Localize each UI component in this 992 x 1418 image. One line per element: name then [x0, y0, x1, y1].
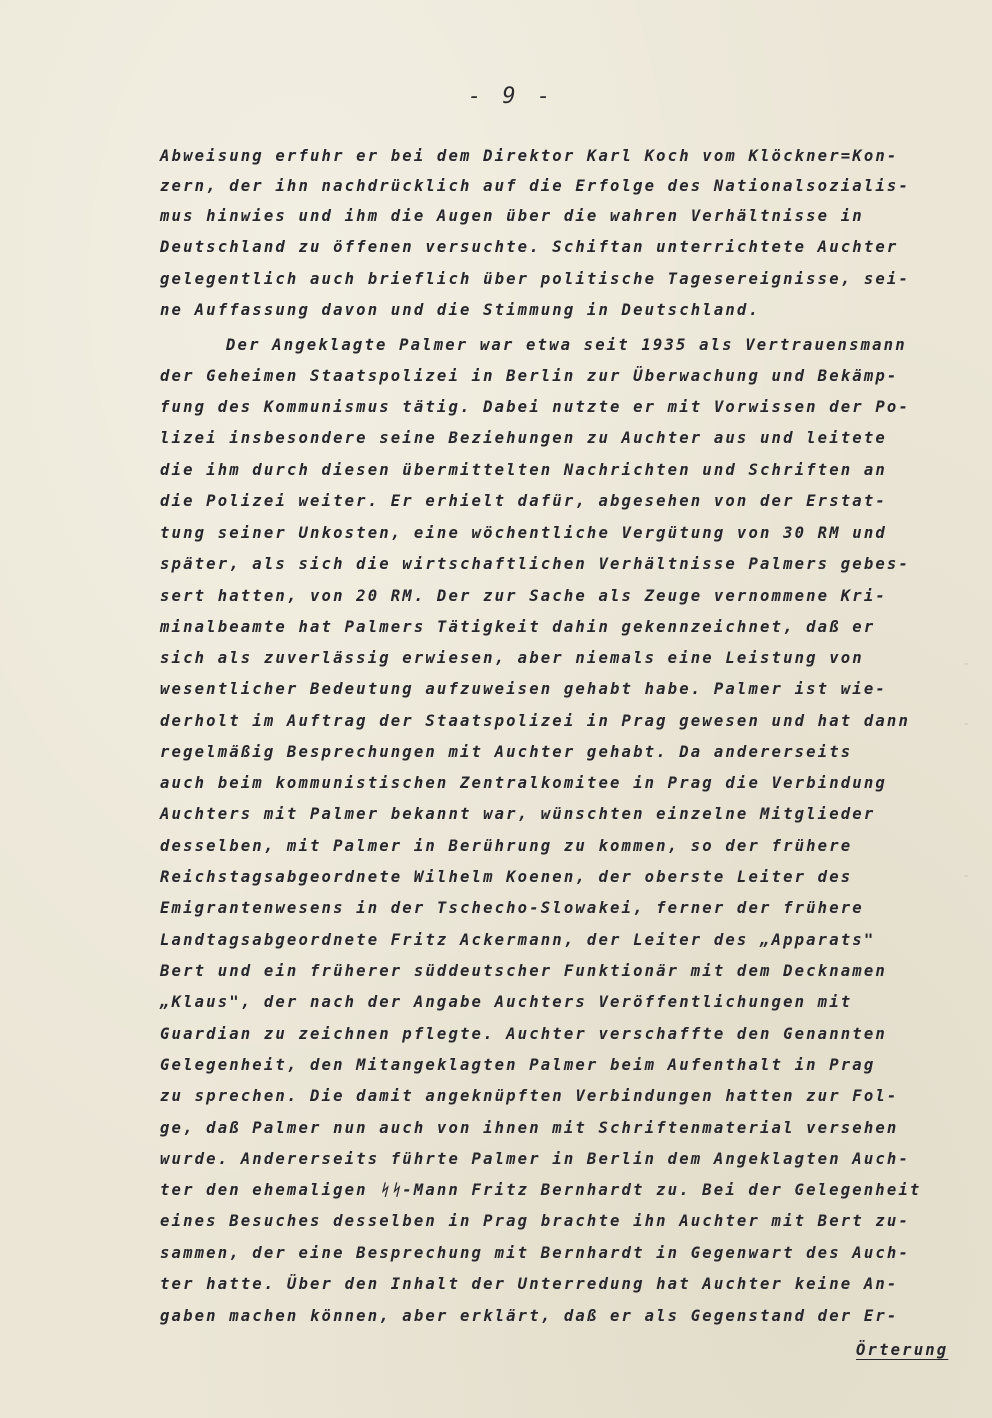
- text-line: sammen, der eine Besprechung mit Bernhardt in Gegenwart des Auch-: [160, 1244, 910, 1262]
- text-line: auch beim kommunistischen Zentralkomitee in Prag die Verbindung: [160, 774, 887, 792]
- text-line: gaben machen können, aber erklärt, daß er als Gegenstand der Er-: [160, 1307, 899, 1325]
- text-line: ge, daß Palmer nun auch von ihnen mit Schriftenmaterial versehen: [160, 1119, 899, 1137]
- catchword: Örterung: [856, 1341, 949, 1359]
- margin-dash: -: [962, 868, 971, 884]
- text-line: „Klaus", der nach der Angabe Auchters Veröffentlichungen mit: [160, 993, 853, 1011]
- text-line: zern, der ihn nachdrücklich auf die Erfolge des Nationalsozialis-: [160, 177, 910, 195]
- text-line: die ihm durch diesen übermittelten Nachrichten und Schriften an: [160, 461, 887, 479]
- text-line: Reichstagsabgeordnete Wilhelm Koenen, der oberste Leiter des: [160, 868, 853, 886]
- text-line: Auchters mit Palmer bekannt war, wünschten einzelne Mitglieder: [160, 805, 876, 823]
- text-line: Landtagsabgeordnete Fritz Ackermann, der Leiter des „Apparats": [160, 931, 876, 949]
- text-line: Abweisung erfuhr er bei dem Direktor Karl Koch vom Klöckner=Kon-: [160, 147, 899, 165]
- text-line: Bert und ein früherer süddeutscher Funktionär mit dem Decknamen: [160, 962, 887, 980]
- text-line: tung seiner Unkosten, eine wöchentliche Vergütung von 30 RM und: [160, 524, 887, 542]
- text-line: desselben, mit Palmer in Berührung zu kommen, so der frühere: [160, 837, 853, 855]
- text-line: regelmäßig Besprechungen mit Auchter gehabt. Da andererseits: [160, 743, 853, 761]
- text-line: später, als sich die wirtschaftlichen Verhältnisse Palmers gebes-: [160, 555, 910, 573]
- text-line: minalbeamte hat Palmers Tätigkeit dahin gekennzeichnet, daß er: [160, 618, 876, 636]
- text-line: ter hatte. Über den Inhalt der Unterredung hat Auchter keine An-: [160, 1275, 899, 1293]
- text-line: ter den ehemaligen ᛋᛋ-Mann Fritz Bernhardt zu. Bei der Gelegenheit: [160, 1181, 922, 1199]
- text-line: Gelegenheit, den Mitangeklagten Palmer beim Aufenthalt in Prag: [160, 1056, 876, 1074]
- text-line: ne Auffassung davon und die Stimmung in Deutschland.: [160, 301, 760, 319]
- text-line: sich als zuverlässig erwiesen, aber niemals eine Leistung von: [160, 649, 864, 667]
- text-line: Deutschland zu öffenen versuchte. Schiftan unterrichtete Auchter: [160, 238, 899, 256]
- text-line: wesentlicher Bedeutung aufzuweisen gehabt habe. Palmer ist wie-: [160, 680, 887, 698]
- text-line: gelegentlich auch brieflich über politische Tagesereignisse, sei-: [160, 270, 910, 288]
- text-line: Guardian zu zeichnen pflegte. Auchter verschaffte den Genannten: [160, 1025, 887, 1043]
- text-line: die Polizei weiter. Er erhielt dafür, abgesehen von der Erstat-: [160, 492, 887, 510]
- text-line: eines Besuches desselben in Prag brachte ihn Auchter mit Bert zu-: [160, 1212, 910, 1230]
- text-line: sert hatten, von 20 RM. Der zur Sache als Zeuge vernommene Kri-: [160, 587, 887, 605]
- text-line: lizei insbesondere seine Beziehungen zu Auchter aus und leitete: [160, 429, 887, 447]
- text-line: zu sprechen. Die damit angeknüpften Verbindungen hatten zur Fol-: [160, 1087, 899, 1105]
- margin-dash: -: [962, 656, 971, 672]
- text-line: fung des Kommunismus tätig. Dabei nutzte er mit Vorwissen der Po-: [160, 398, 910, 416]
- text-line: Der Angeklagte Palmer war etwa seit 1935 als Vertrauensmann: [226, 336, 907, 354]
- margin-dash: -: [962, 716, 971, 732]
- text-line: der Geheimen Staatspolizei in Berlin zur Überwachung und Bekämp-: [160, 367, 899, 385]
- text-line: mus hinwies und ihm die Augen über die wahren Verhältnisse in: [160, 207, 864, 225]
- page-number: - 9 -: [467, 84, 555, 109]
- text-line: derholt im Auftrag der Staatspolizei in Prag gewesen und hat dann: [160, 712, 910, 730]
- text-line: Emigrantenwesens in der Tschecho-Slowakei, ferner der frühere: [160, 899, 864, 917]
- text-line: wurde. Andererseits führte Palmer in Berlin dem Angeklagten Auch-: [160, 1150, 910, 1168]
